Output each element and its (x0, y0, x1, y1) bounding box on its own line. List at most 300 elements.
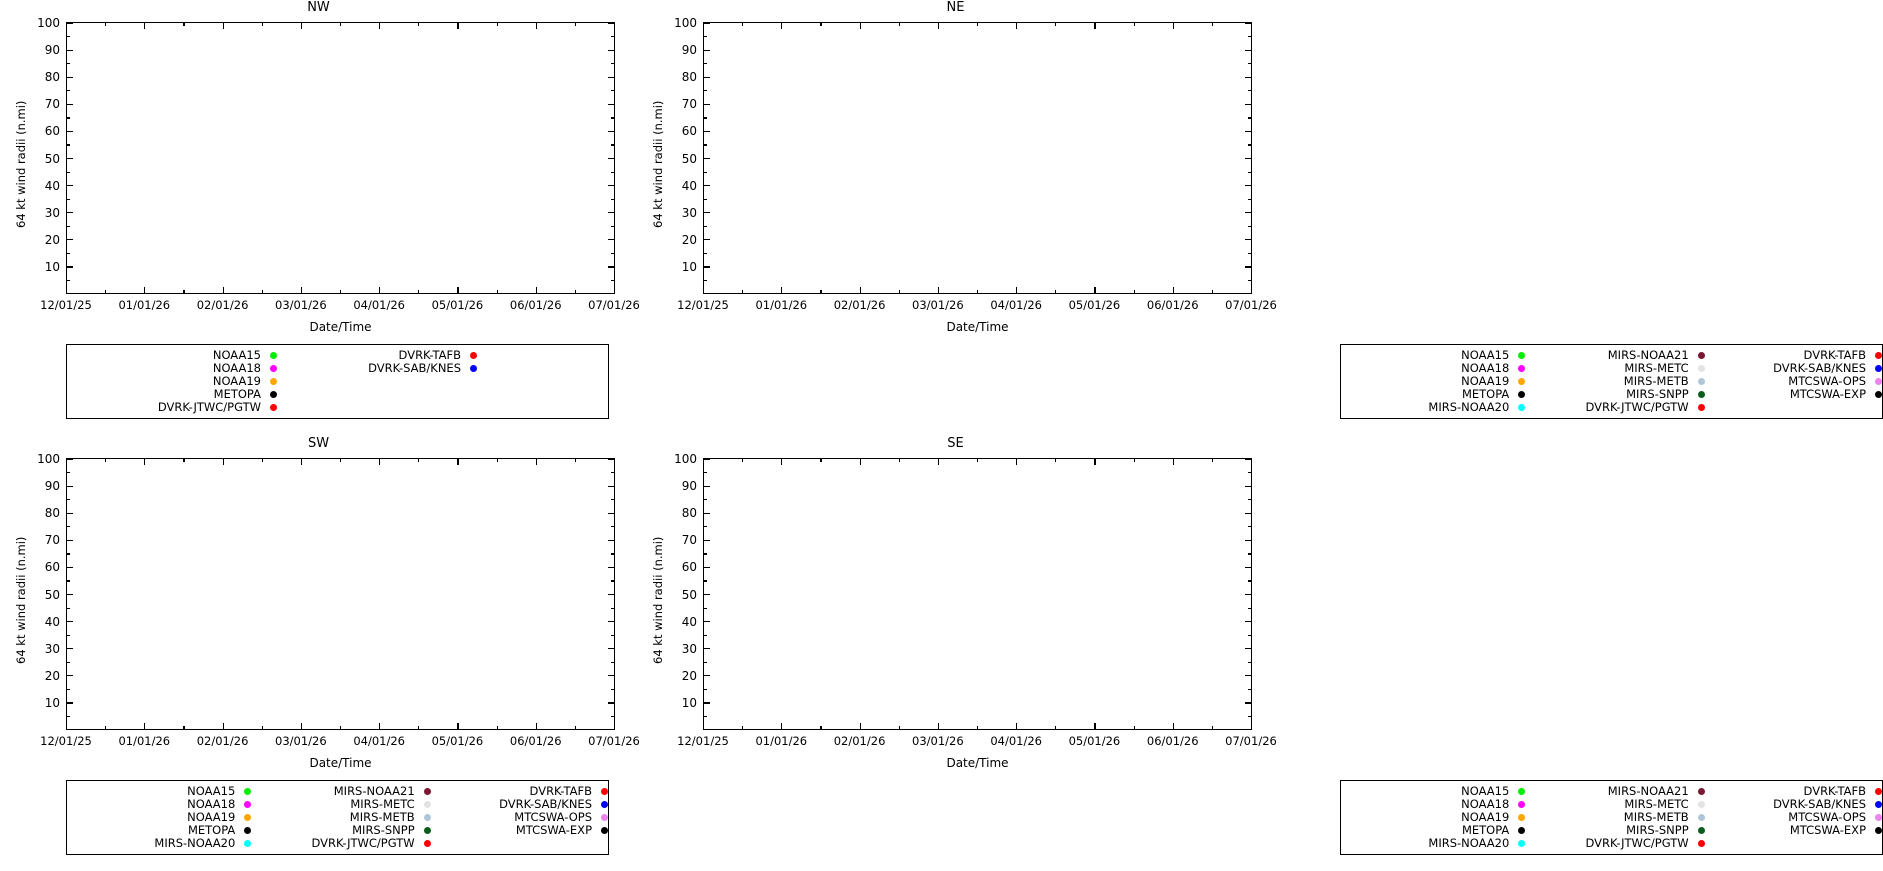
x-tick-major (1173, 458, 1174, 465)
x-tick-minor (977, 290, 978, 294)
legend-entry-label: MTCSWA-EXP (1789, 387, 1866, 401)
legend-marker-dot (1698, 814, 1705, 821)
y-tick-major (703, 266, 710, 267)
y-tick-major (703, 594, 710, 595)
panel-title: SW (307, 436, 330, 451)
y-tick-major (1245, 185, 1252, 186)
legend-marker-dot (1698, 378, 1705, 385)
x-tick-label: 02/01/26 (833, 298, 886, 312)
x-tick-minor (820, 458, 821, 462)
x-tick-major (1094, 287, 1095, 294)
y-tick-minor (1248, 117, 1252, 118)
y-tick-minor (66, 117, 70, 118)
legend-entry-label: MIRS-SNPP (352, 823, 415, 837)
y-tick-major (608, 239, 615, 240)
legend-entry-label: NOAA18 (187, 797, 236, 811)
x-tick-minor (1212, 726, 1213, 730)
y-tick-major (66, 131, 73, 132)
x-tick-minor (105, 458, 106, 462)
legend-marker-dot (270, 378, 277, 385)
y-tick-minor (703, 144, 707, 145)
y-tick-minor (703, 635, 707, 636)
y-tick-label: 80 (681, 506, 697, 521)
x-tick-major (1094, 723, 1095, 730)
legend-sw (66, 780, 609, 855)
y-tick-minor (703, 716, 707, 717)
x-tick-major (379, 458, 380, 465)
legend-marker-dot (1518, 391, 1525, 398)
x-tick-major (536, 723, 537, 730)
y-axis-label: 64 kt wind radii (n.mi) (14, 536, 28, 664)
y-tick-minor (611, 499, 615, 500)
x-tick-minor (418, 726, 419, 730)
y-tick-label: 30 (44, 205, 60, 220)
y-tick-label: 40 (681, 614, 697, 629)
legend-entry-label: DVRK-JTWC/PGTW (157, 400, 261, 414)
y-tick-minor (611, 608, 615, 609)
x-tick-label: 02/01/26 (833, 734, 886, 748)
y-axis-label: 64 kt wind radii (n.mi) (651, 100, 665, 228)
plot-area-nw (66, 22, 615, 294)
x-tick-minor (1212, 22, 1213, 26)
x-tick-major (1251, 287, 1252, 294)
y-tick-label: 10 (681, 695, 697, 710)
y-tick-label: 10 (44, 695, 60, 710)
y-tick-minor (703, 199, 707, 200)
y-tick-minor (703, 90, 707, 91)
y-tick-label: 40 (44, 614, 60, 629)
y-tick-major (608, 621, 615, 622)
x-tick-minor (418, 22, 419, 26)
panel-title: SE (947, 436, 964, 451)
legend-entry-label: MTCSWA-EXP (515, 823, 592, 837)
x-tick-minor (340, 22, 341, 26)
x-tick-label: 01/01/26 (755, 298, 808, 312)
legend-marker-dot (424, 788, 431, 795)
legend-marker-dot (1875, 814, 1882, 821)
x-tick-label: 01/01/26 (755, 734, 808, 748)
y-tick-major (66, 212, 73, 213)
legend-entry-label: NOAA15 (1461, 784, 1510, 798)
plot-area-ne (703, 22, 1252, 294)
y-tick-label: 100 (37, 452, 60, 466)
y-tick-minor (66, 172, 70, 173)
y-tick-minor (1248, 553, 1252, 554)
y-tick-minor (1248, 689, 1252, 690)
legend-marker-dot (244, 788, 251, 795)
y-tick-major (608, 104, 615, 105)
x-tick-minor (497, 726, 498, 730)
y-tick-minor (1248, 608, 1252, 609)
y-tick-major (608, 50, 615, 51)
y-tick-major (66, 158, 73, 159)
y-tick-minor (611, 689, 615, 690)
y-tick-label: 50 (681, 587, 697, 602)
y-tick-major (1245, 50, 1252, 51)
y-tick-major (1245, 239, 1252, 240)
y-tick-label: 80 (681, 70, 697, 85)
x-tick-label: 04/01/26 (990, 298, 1042, 312)
x-tick-major (1094, 22, 1095, 29)
x-tick-label: 06/01/26 (509, 298, 562, 312)
x-tick-major (781, 22, 782, 29)
y-tick-minor (1248, 499, 1252, 500)
legend-entry-label: DVRK-JTWC/PGTW (1585, 836, 1689, 850)
legend-marker-dot (270, 404, 277, 411)
x-tick-major (938, 22, 939, 29)
y-tick-minor (611, 117, 615, 118)
y-tick-minor (703, 526, 707, 527)
legend-marker-dot (1518, 352, 1525, 359)
legend-entry (1705, 388, 1882, 401)
y-tick-minor (703, 63, 707, 64)
x-tick-label: 07/01/26 (1225, 298, 1277, 312)
x-tick-label: 04/01/26 (353, 734, 405, 748)
legend-marker-dot (470, 365, 477, 372)
y-tick-minor (611, 226, 615, 227)
x-tick-minor (340, 726, 341, 730)
y-tick-label: 10 (681, 259, 697, 274)
x-tick-label: 02/01/26 (196, 298, 249, 312)
y-tick-minor (703, 662, 707, 663)
x-tick-minor (899, 22, 900, 26)
y-tick-major (703, 459, 710, 460)
legend-entry-label: MIRS-METB (349, 810, 415, 824)
y-tick-major (703, 239, 710, 240)
x-tick-major (860, 22, 861, 29)
legend-entry-label: DVRK-SAB/KNES (1773, 361, 1866, 375)
legend-entry-label: MIRS-METB (1623, 374, 1689, 388)
x-tick-minor (820, 290, 821, 294)
x-tick-minor (262, 726, 263, 730)
y-tick-minor (66, 526, 70, 527)
legend-row (67, 401, 608, 414)
x-tick-major (144, 458, 145, 465)
legend-marker-dot (601, 840, 608, 847)
legend-entry-label: METOPA (1461, 823, 1510, 837)
y-tick-minor (611, 36, 615, 37)
y-tick-label: 50 (681, 151, 697, 166)
y-tick-major (608, 648, 615, 649)
x-tick-minor (497, 290, 498, 294)
legend-marker-dot (1698, 801, 1705, 808)
y-tick-minor (703, 117, 707, 118)
y-tick-minor (611, 526, 615, 527)
y-tick-major (1245, 266, 1252, 267)
y-tick-major (703, 540, 710, 541)
y-tick-major (608, 594, 615, 595)
legend-entry-label: NOAA18 (1461, 797, 1510, 811)
legend-marker-dot (1875, 788, 1882, 795)
y-tick-major (703, 50, 710, 51)
y-tick-major (703, 702, 710, 703)
legend-entry-empty (277, 404, 477, 411)
legend-entry-label: DVRK-TAFB (398, 348, 461, 362)
x-tick-minor (1134, 458, 1135, 462)
legend-marker-dot (470, 404, 477, 411)
x-tick-minor (1055, 458, 1056, 462)
y-tick-major (66, 104, 73, 105)
y-tick-label: 30 (681, 205, 697, 220)
y-tick-major (703, 131, 710, 132)
y-tick-label: 20 (681, 232, 697, 247)
x-tick-minor (575, 458, 576, 462)
legend-marker-dot (601, 801, 608, 808)
legend-entry-label: MTCSWA-OPS (1788, 810, 1866, 824)
y-tick-major (66, 77, 73, 78)
y-tick-major (1245, 513, 1252, 514)
x-tick-major (1016, 287, 1017, 294)
y-tick-major (1245, 648, 1252, 649)
y-tick-major (608, 513, 615, 514)
x-tick-major (457, 22, 458, 29)
x-tick-minor (105, 290, 106, 294)
plot-area-sw (66, 458, 615, 730)
x-tick-label: 12/01/25 (677, 734, 729, 748)
x-tick-minor (899, 726, 900, 730)
y-tick-label: 30 (44, 641, 60, 656)
y-tick-major (1245, 594, 1252, 595)
y-tick-major (66, 540, 73, 541)
x-tick-minor (1212, 458, 1213, 462)
legend-entry-label: MTCSWA-EXP (1789, 823, 1866, 837)
x-tick-major (938, 287, 939, 294)
x-tick-major (1173, 22, 1174, 29)
panel-se (637, 436, 1866, 871)
legend-row (67, 375, 608, 388)
x-tick-minor (340, 290, 341, 294)
legend-marker-dot (424, 801, 431, 808)
x-tick-major (66, 287, 67, 294)
y-tick-minor (66, 716, 70, 717)
x-tick-major (301, 458, 302, 465)
y-tick-label: 40 (44, 178, 60, 193)
y-tick-minor (66, 144, 70, 145)
y-tick-minor (66, 662, 70, 663)
y-tick-major (66, 185, 73, 186)
x-tick-minor (105, 22, 106, 26)
legend-entry-label: DVRK-TAFB (529, 784, 592, 798)
legend-marker-dot (1875, 352, 1882, 359)
y-tick-minor (66, 226, 70, 227)
legend-marker-dot (424, 814, 431, 821)
y-tick-minor (1248, 90, 1252, 91)
y-tick-major (66, 675, 73, 676)
y-tick-major (703, 621, 710, 622)
x-tick-minor (742, 458, 743, 462)
y-tick-label: 90 (681, 479, 697, 494)
x-tick-minor (183, 726, 184, 730)
x-tick-major (144, 723, 145, 730)
y-tick-minor (703, 226, 707, 227)
y-tick-major (66, 23, 73, 24)
x-tick-minor (418, 290, 419, 294)
y-tick-minor (66, 36, 70, 37)
x-tick-minor (183, 458, 184, 462)
x-tick-label: 06/01/26 (1146, 734, 1199, 748)
legend-entry-label: METOPA (187, 823, 236, 837)
x-tick-label: 07/01/26 (588, 298, 640, 312)
x-tick-minor (183, 22, 184, 26)
panel-title: NW (307, 0, 330, 15)
legend-entry-label: MIRS-METC (1624, 797, 1689, 811)
x-tick-labels (40, 298, 640, 314)
y-tick-minor (611, 172, 615, 173)
y-tick-major (703, 513, 710, 514)
legend-marker-dot (470, 352, 477, 359)
legend-marker-dot (1518, 365, 1525, 372)
y-tick-major (1245, 702, 1252, 703)
legend-entry-label: MIRS-SNPP (1626, 387, 1689, 401)
legend-entry-label: MIRS-NOAA20 (1428, 400, 1510, 414)
x-tick-label: 12/01/25 (40, 734, 92, 748)
legend-marker-dot (1518, 404, 1525, 411)
y-tick-major (66, 50, 73, 51)
y-tick-major (66, 567, 73, 568)
y-tick-label: 60 (44, 124, 60, 139)
y-tick-major (1245, 459, 1252, 460)
legend-marker-dot (1875, 801, 1882, 808)
x-tick-major (379, 22, 380, 29)
y-tick-major (1245, 567, 1252, 568)
y-tick-major (66, 513, 73, 514)
x-tick-major (703, 723, 704, 730)
y-tick-minor (1248, 226, 1252, 227)
x-tick-minor (977, 726, 978, 730)
panel-nw (0, 0, 640, 435)
y-tick-minor (66, 253, 70, 254)
y-tick-minor (66, 553, 70, 554)
x-tick-major (1251, 723, 1252, 730)
y-tick-minor (703, 553, 707, 554)
x-tick-label: 04/01/26 (990, 734, 1042, 748)
y-tick-minor (703, 472, 707, 473)
x-tick-major (1016, 723, 1017, 730)
legend-entry-label: NOAA15 (187, 784, 236, 798)
x-tick-minor (1134, 726, 1135, 730)
y-tick-major (703, 567, 710, 568)
x-tick-minor (899, 458, 900, 462)
x-tick-label: 01/01/26 (118, 298, 171, 312)
x-tick-minor (262, 22, 263, 26)
y-tick-minor (611, 199, 615, 200)
y-tick-label: 90 (44, 479, 60, 494)
x-tick-label: 05/01/26 (431, 298, 484, 312)
x-tick-minor (262, 458, 263, 462)
legend-marker-dot (244, 827, 251, 834)
legend-entry-label: MIRS-METB (1623, 810, 1689, 824)
x-tick-minor (820, 22, 821, 26)
x-tick-label: 06/01/26 (509, 734, 562, 748)
x-axis-label: Date/Time (309, 320, 372, 334)
legend-entry (1525, 837, 1704, 850)
y-tick-minor (703, 172, 707, 173)
legend-marker-dot (601, 827, 608, 834)
legend-marker-dot (424, 840, 431, 847)
x-tick-minor (575, 22, 576, 26)
y-tick-major (66, 594, 73, 595)
x-tick-major (536, 287, 537, 294)
legend-marker-dot (470, 391, 477, 398)
y-tick-minor (66, 472, 70, 473)
legend-marker-dot (1698, 827, 1705, 834)
x-tick-label: 07/01/26 (588, 734, 640, 748)
y-tick-major (703, 486, 710, 487)
x-tick-label: 03/01/26 (912, 734, 964, 748)
legend-marker-dot (1875, 404, 1882, 411)
legend-entry-label: MTCSWA-OPS (514, 810, 592, 824)
y-tick-label: 50 (44, 587, 60, 602)
legend-entry (431, 824, 608, 837)
y-tick-minor (703, 608, 707, 609)
legend-ne (1340, 344, 1883, 419)
legend-entry-label: NOAA19 (1461, 810, 1510, 824)
legend-marker-dot (1518, 378, 1525, 385)
legend-entry-label: MIRS-SNPP (1626, 823, 1689, 837)
y-tick-major (1245, 104, 1252, 105)
x-axis-label: Date/Time (946, 756, 1009, 770)
y-tick-major (1245, 486, 1252, 487)
legend-entry (1525, 401, 1704, 414)
x-tick-major (457, 287, 458, 294)
x-tick-major (860, 723, 861, 730)
legend-entry (1341, 837, 1525, 850)
y-tick-minor (611, 662, 615, 663)
x-tick-label: 04/01/26 (353, 298, 405, 312)
x-tick-major (223, 287, 224, 294)
y-tick-label: 70 (681, 97, 697, 112)
legend-entry-empty (431, 840, 608, 847)
y-tick-major (608, 266, 615, 267)
legend-marker-dot (1518, 840, 1525, 847)
x-tick-minor (820, 726, 821, 730)
legend-entry-label: DVRK-TAFB (1803, 784, 1866, 798)
y-tick-label: 40 (681, 178, 697, 193)
y-tick-major (608, 185, 615, 186)
x-tick-minor (497, 458, 498, 462)
legend-entry-label: MIRS-NOAA21 (1607, 348, 1689, 362)
y-tick-label: 80 (44, 506, 60, 521)
y-tick-minor (1248, 63, 1252, 64)
legend-row (1341, 401, 1882, 414)
x-tick-major (301, 287, 302, 294)
y-tick-major (1245, 540, 1252, 541)
x-tick-label: 12/01/25 (677, 298, 729, 312)
legend-entry (67, 837, 251, 850)
x-tick-major (781, 287, 782, 294)
legend-entry (277, 362, 477, 375)
y-tick-major (66, 266, 73, 267)
y-tick-minor (703, 253, 707, 254)
x-tick-labels (677, 298, 1277, 314)
legend-entry-label: MIRS-NOAA20 (154, 836, 236, 850)
x-tick-minor (1055, 726, 1056, 730)
axes-frame (66, 22, 615, 294)
y-tick-major (703, 23, 710, 24)
legend-entry (1341, 401, 1525, 414)
y-tick-minor (1248, 280, 1252, 281)
legend-entry-label: DVRK-JTWC/PGTW (1585, 400, 1689, 414)
y-tick-label: 30 (681, 641, 697, 656)
y-tick-minor (1248, 172, 1252, 173)
y-tick-minor (611, 635, 615, 636)
legend-entry-empty (1705, 404, 1882, 411)
legend-row (67, 388, 608, 401)
legend-marker-dot (1875, 365, 1882, 372)
y-tick-label: 10 (44, 259, 60, 274)
y-tick-minor (66, 689, 70, 690)
y-tick-major (66, 648, 73, 649)
